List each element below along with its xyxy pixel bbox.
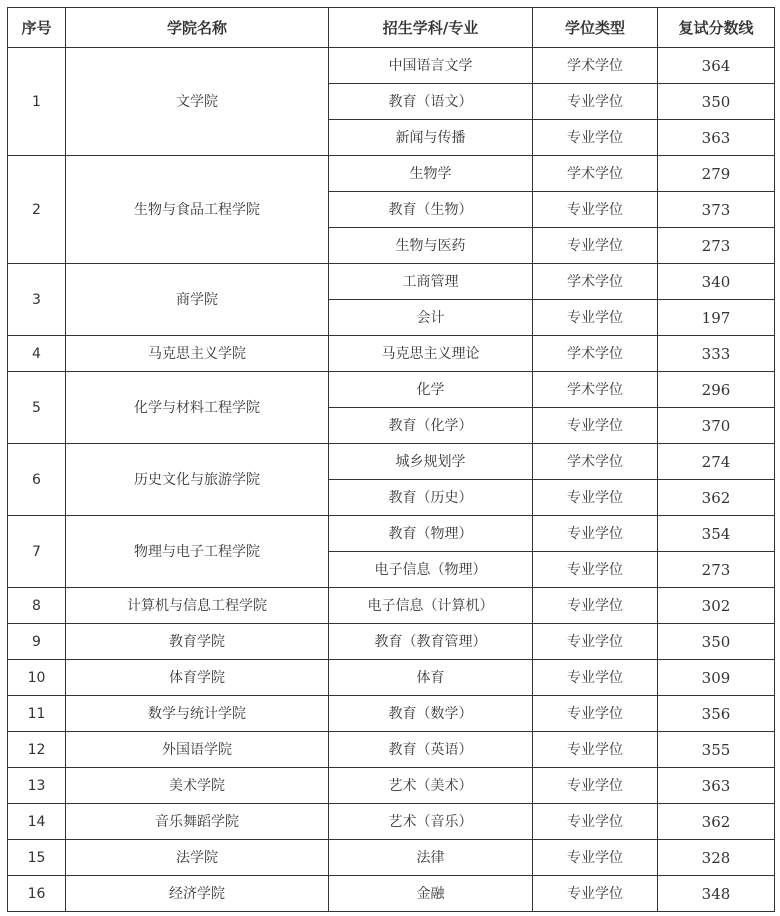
cell-no: 14: [8, 804, 66, 840]
cell-degree-type: 专业学位: [533, 192, 658, 228]
cell-degree-type: 学术学位: [533, 156, 658, 192]
table-row: [8, 48, 775, 84]
table-row: [8, 624, 775, 660]
cell-major: 教育（历史）: [329, 480, 533, 516]
cell-no: 7: [8, 516, 66, 588]
table-row: [8, 372, 775, 408]
cell-no: 1: [8, 48, 66, 156]
table-row: [8, 336, 775, 372]
header-row: [8, 8, 775, 48]
cell-degree-type: 学术学位: [533, 336, 658, 372]
table-row: [8, 516, 775, 552]
cell-score: 354: [658, 516, 775, 552]
cell-score: 328: [658, 840, 775, 876]
cell-college: 物理与电子工程学院: [66, 516, 329, 588]
cell-college: 生物与食品工程学院: [66, 156, 329, 264]
cell-score: 309: [658, 660, 775, 696]
cell-score: 363: [658, 768, 775, 804]
cell-no: 13: [8, 768, 66, 804]
cell-degree-type: 专业学位: [533, 624, 658, 660]
cell-college: 美术学院: [66, 768, 329, 804]
header-major: 招生学科/专业: [329, 8, 533, 48]
table-row: [8, 732, 775, 768]
cell-no: 5: [8, 372, 66, 444]
cell-college: 化学与材料工程学院: [66, 372, 329, 444]
cell-degree-type: 专业学位: [533, 696, 658, 732]
cell-no: 15: [8, 840, 66, 876]
cell-college: 马克思主义学院: [66, 336, 329, 372]
cell-major: 艺术（音乐）: [329, 804, 533, 840]
cell-major: 教育（英语）: [329, 732, 533, 768]
cell-college: 商学院: [66, 264, 329, 336]
cell-score: 333: [658, 336, 775, 372]
cell-degree-type: 专业学位: [533, 876, 658, 912]
cell-degree-type: 专业学位: [533, 588, 658, 624]
table-row: [8, 768, 775, 804]
cell-degree-type: 专业学位: [533, 732, 658, 768]
cell-major: 教育（化学）: [329, 408, 533, 444]
cell-score: 350: [658, 84, 775, 120]
cell-degree-type: 专业学位: [533, 480, 658, 516]
cell-major: 生物与医药: [329, 228, 533, 264]
cell-college: 音乐舞蹈学院: [66, 804, 329, 840]
cell-degree-type: 专业学位: [533, 552, 658, 588]
cell-no: 8: [8, 588, 66, 624]
cell-score: 364: [658, 48, 775, 84]
cell-degree-type: 专业学位: [533, 804, 658, 840]
header-score: 复试分数线: [658, 8, 775, 48]
table-row: [8, 840, 775, 876]
cell-degree-type: 专业学位: [533, 660, 658, 696]
cell-major: 艺术（美术）: [329, 768, 533, 804]
cell-major: 马克思主义理论: [329, 336, 533, 372]
cell-major: 中国语言文学: [329, 48, 533, 84]
table-row: [8, 264, 775, 300]
cell-score: 274: [658, 444, 775, 480]
cell-no: 4: [8, 336, 66, 372]
cell-score: 273: [658, 552, 775, 588]
cell-score: 373: [658, 192, 775, 228]
table-row: [8, 444, 775, 480]
score-table-container: [7, 7, 775, 912]
cell-score: 197: [658, 300, 775, 336]
cell-score: 356: [658, 696, 775, 732]
cell-no: 11: [8, 696, 66, 732]
cell-degree-type: 学术学位: [533, 264, 658, 300]
cell-score: 340: [658, 264, 775, 300]
cell-major: 教育（生物）: [329, 192, 533, 228]
cell-college: 文学院: [66, 48, 329, 156]
cell-score: 279: [658, 156, 775, 192]
header-degree-type: 学位类型: [533, 8, 658, 48]
cell-no: 10: [8, 660, 66, 696]
cell-no: 12: [8, 732, 66, 768]
table-row: [8, 876, 775, 912]
cell-degree-type: 专业学位: [533, 300, 658, 336]
cell-score: 362: [658, 480, 775, 516]
cell-college: 教育学院: [66, 624, 329, 660]
cell-major: 会计: [329, 300, 533, 336]
cell-score: 273: [658, 228, 775, 264]
cell-score: 350: [658, 624, 775, 660]
cell-college: 体育学院: [66, 660, 329, 696]
cell-no: 9: [8, 624, 66, 660]
cell-major: 电子信息（物理）: [329, 552, 533, 588]
cell-degree-type: 专业学位: [533, 120, 658, 156]
cell-degree-type: 专业学位: [533, 84, 658, 120]
cell-major: 工商管理: [329, 264, 533, 300]
cell-score: 302: [658, 588, 775, 624]
cell-score: 296: [658, 372, 775, 408]
cell-major: 城乡规划学: [329, 444, 533, 480]
cell-major: 教育（数学）: [329, 696, 533, 732]
cell-no: 3: [8, 264, 66, 336]
cell-degree-type: 学术学位: [533, 372, 658, 408]
cell-major: 化学: [329, 372, 533, 408]
table-row: [8, 588, 775, 624]
table-row: [8, 156, 775, 192]
cell-score: 363: [658, 120, 775, 156]
cell-major: 教育（教育管理）: [329, 624, 533, 660]
cell-degree-type: 专业学位: [533, 840, 658, 876]
cell-major: 生物学: [329, 156, 533, 192]
cell-major: 体育: [329, 660, 533, 696]
cell-no: 6: [8, 444, 66, 516]
cell-degree-type: 专业学位: [533, 228, 658, 264]
cell-degree-type: 学术学位: [533, 48, 658, 84]
cell-major: 新闻与传播: [329, 120, 533, 156]
cell-no: 16: [8, 876, 66, 912]
table-header: [8, 8, 775, 48]
cell-degree-type: 专业学位: [533, 408, 658, 444]
cell-major: 教育（物理）: [329, 516, 533, 552]
cell-college: 经济学院: [66, 876, 329, 912]
cell-college: 历史文化与旅游学院: [66, 444, 329, 516]
cell-degree-type: 专业学位: [533, 516, 658, 552]
cell-major: 电子信息（计算机）: [329, 588, 533, 624]
cell-college: 法学院: [66, 840, 329, 876]
table-row: [8, 804, 775, 840]
cell-no: 2: [8, 156, 66, 264]
cell-college: 外国语学院: [66, 732, 329, 768]
cell-major: 法律: [329, 840, 533, 876]
score-table: [7, 7, 775, 912]
cell-score: 355: [658, 732, 775, 768]
cell-major: 教育（语文）: [329, 84, 533, 120]
table-body: [8, 48, 775, 912]
cell-degree-type: 专业学位: [533, 768, 658, 804]
header-no: 序号: [8, 8, 66, 48]
cell-score: 348: [658, 876, 775, 912]
header-college: 学院名称: [66, 8, 329, 48]
cell-college: 计算机与信息工程学院: [66, 588, 329, 624]
table-row: [8, 660, 775, 696]
cell-college: 数学与统计学院: [66, 696, 329, 732]
cell-degree-type: 学术学位: [533, 444, 658, 480]
cell-major: 金融: [329, 876, 533, 912]
table-row: [8, 696, 775, 732]
cell-score: 362: [658, 804, 775, 840]
cell-score: 370: [658, 408, 775, 444]
